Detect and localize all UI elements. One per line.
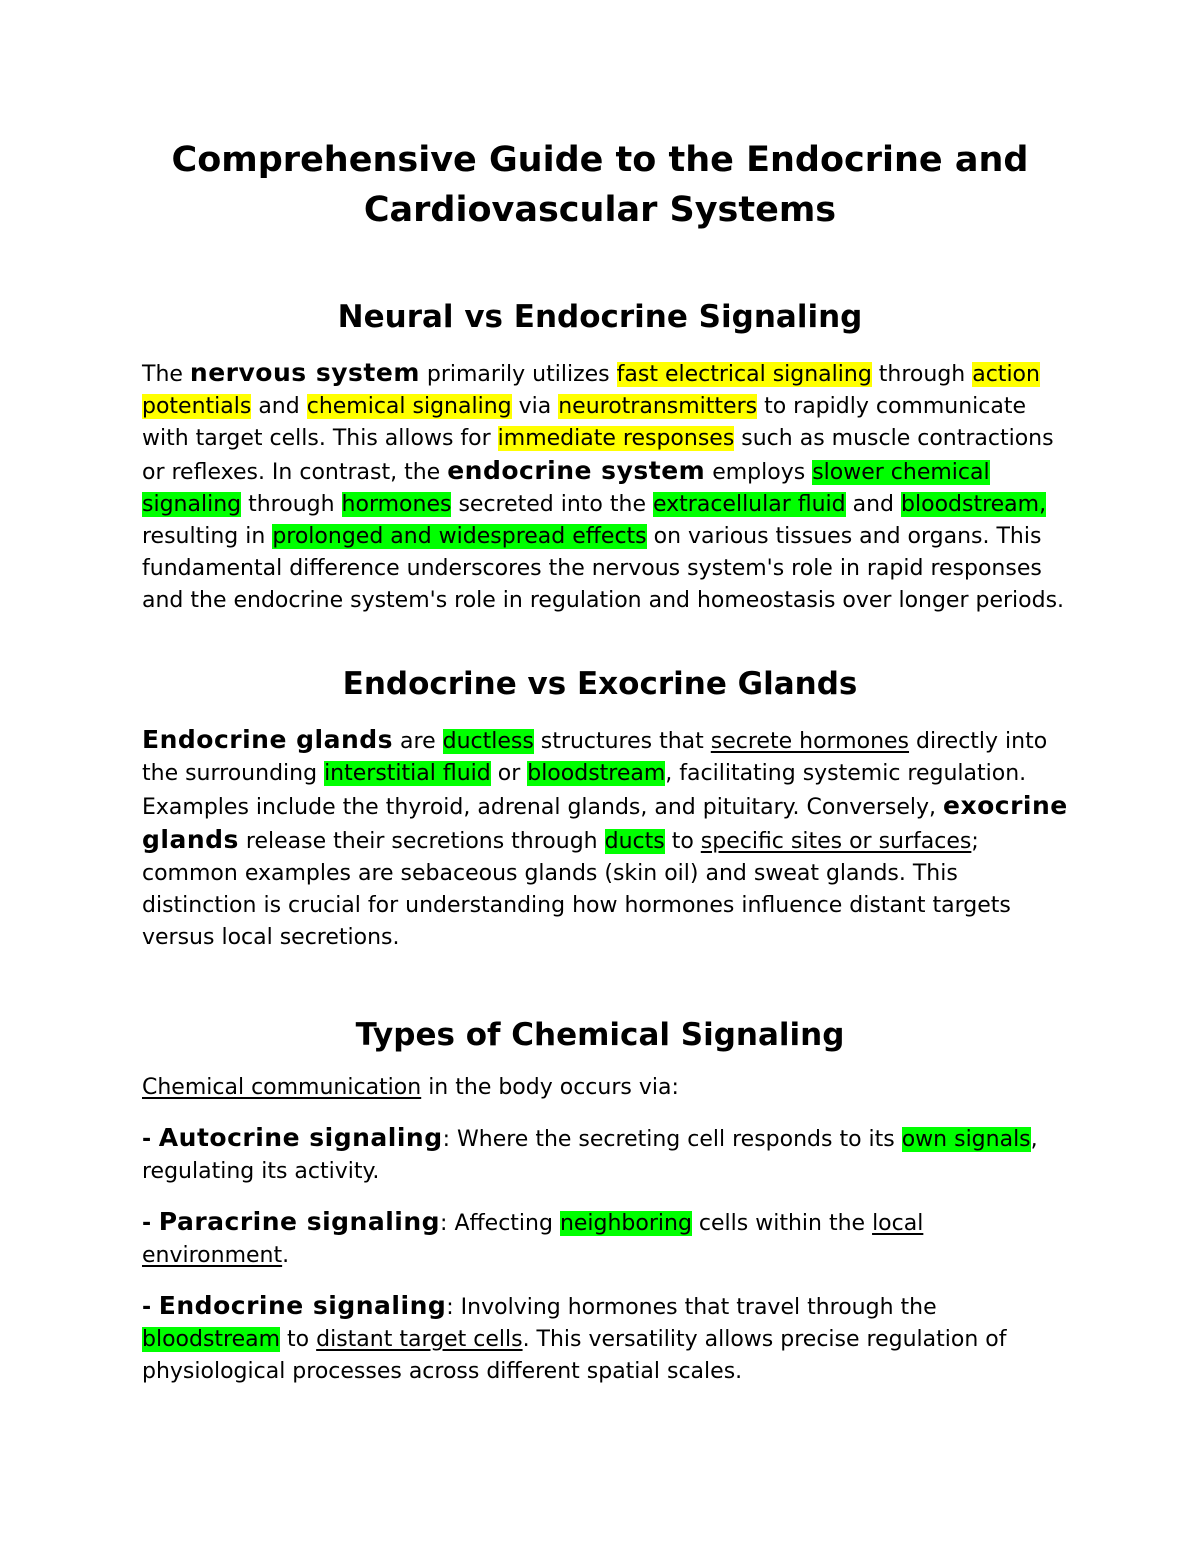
section-heading-chemical-signaling: Types of Chemical Signaling (355, 1017, 845, 1053)
list-item-paracrine: - Paracrine signaling: Affecting neighboring cells within the local environment. (142, 1207, 924, 1268)
signaling-intro: Chemical communication in the body occurs via: (142, 1075, 679, 1100)
document-title: Comprehensive Guide to the Endocrine and Cardiovascular Systems (171, 140, 1029, 230)
chemical-signaling-body (142, 1072, 1072, 1388)
list-item-autocrine: - Autocrine signaling: Where the secreting cell responds to its own signals, regulating its activity. (142, 1123, 1038, 1184)
paragraph-neural-vs-endocrine: The nervous system primarily utilizes fast electrical signaling through action potentials and chemical signaling via neurotransmitters to rapidly communicate with target cells. This allows for immediate responses such as muscle contractions or reflexes. In contrast, the endocrine system employs slower chemical signaling through hormones secreted into the extracellular fluid and bloodstream, resulting in prolonged and widespread effects on various tissues and organs. This fundamental difference underscores the nervous system's role in rapid responses and the endocrine system's role in regulation and homeostasis over longer periods. (142, 358, 1065, 613)
section-heading-endocrine-vs-exocrine: Endocrine vs Exocrine Glands (342, 666, 858, 702)
list-item-endocrine: - Endocrine signaling: Involving hormones that travel through the bloodstream to distant target cells. This versatility allows precise regulation of physiological processes across different spatial scales. (142, 1291, 1007, 1384)
paragraph-endocrine-vs-exocrine: Endocrine glands are ductless structures that secrete hormones directly into the surrounding interstitial fluid or bloodstream, facilitating systemic regulation. Examples include the thyroid, adrenal glands, and pituitary. Conversely, exocrine glands release their secretions through ducts to specific sites or surfaces; common examples are sebaceous glands (skin oil) and sweat glands. This distinction is crucial for understanding how hormones influence distant targets versus local secretions. (142, 725, 1068, 950)
section-heading-neural-vs-endocrine: Neural vs Endocrine Signaling (337, 299, 863, 335)
